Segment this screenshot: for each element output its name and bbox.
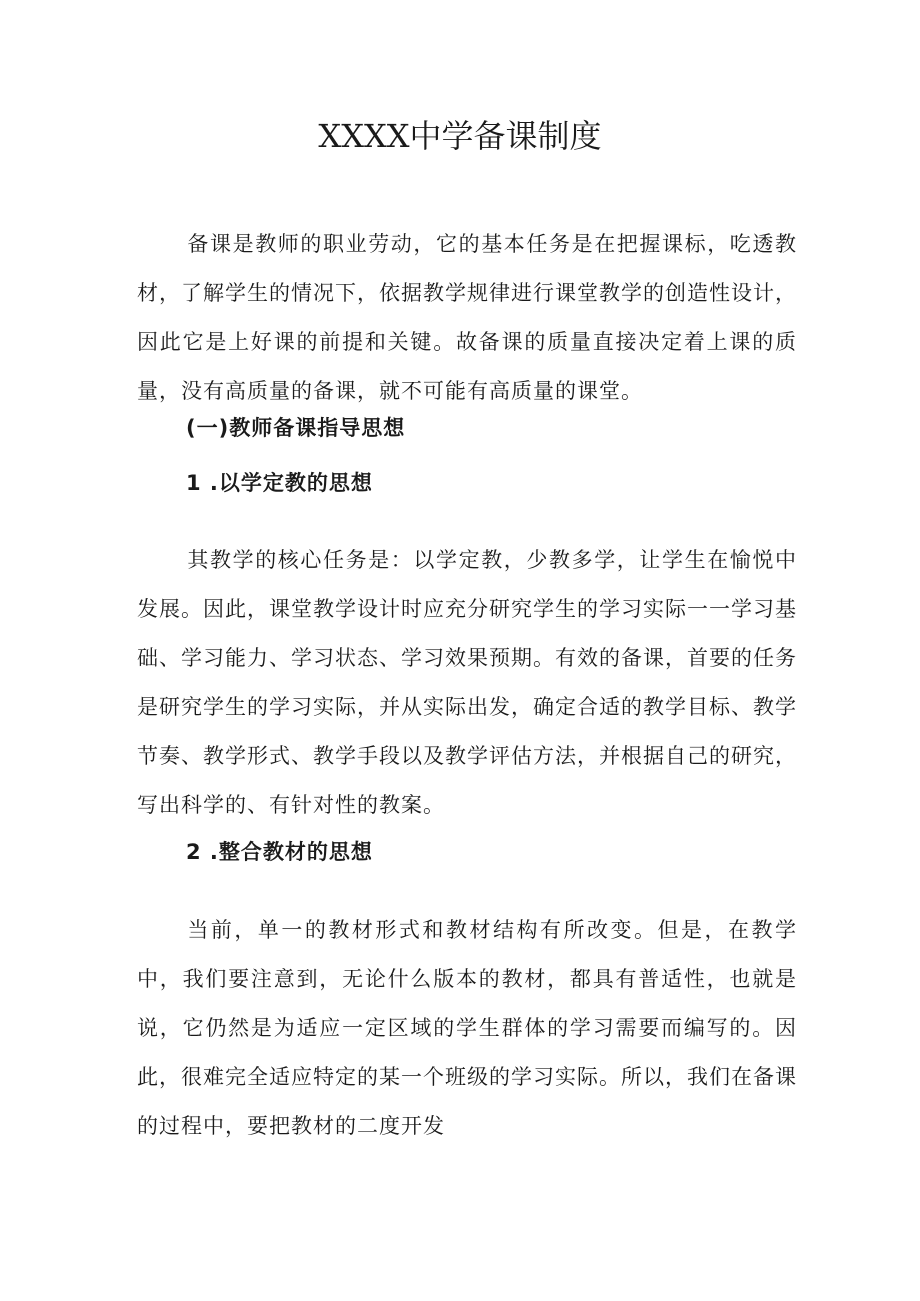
subsection-2-body: 当前，单一的教材形式和教材结构有所改变。但是，在教学中，我们要注意到，无论什么版本的教材，都具有普适性，也就是说，它仍然是为适应一定区域的学生群体的学习需要而编写的。因此，很难完全适应特定的某一个班级的学习实际。所以，我们在备课的过程中，要把教材的二度开发 (137, 918, 797, 1138)
subsection-1-heading: 1 .以学定教的思想 (186, 471, 373, 495)
intro-paragraph: 备课是教师的职业劳动，它的基本任务是在把握课标，吃透教材，了解学生的情况下，依据教学规律进行课堂教学的创造性设计，因此它是上好课的前提和关键。故备课的质量直接决定着上课的质量，没有高质量的备课，就不可能有高质量的课堂。 (137, 232, 797, 403)
section-heading: (一)教师备课指导思想 (186, 416, 406, 440)
subsection-2-heading: 2 .整合教材的思想 (186, 840, 373, 864)
subsection-1-body: 其教学的核心任务是：以学定教，少教多学，让学生在愉悦中发展。因此，课堂教学设计时应充分研究学生的学习实际一一学习基础、学习能力、学习状态、学习效果预期。有效的备课，首要的任务是研究学生的学习实际，并从实际出发，确定合适的教学目标、教学节奏、教学形式、教学手段以及教学评估方法，并根据自己的研究，写出科学的、有针对性的教案。 (137, 548, 797, 817)
document-title: XXXX中学备课制度 (318, 117, 602, 155)
